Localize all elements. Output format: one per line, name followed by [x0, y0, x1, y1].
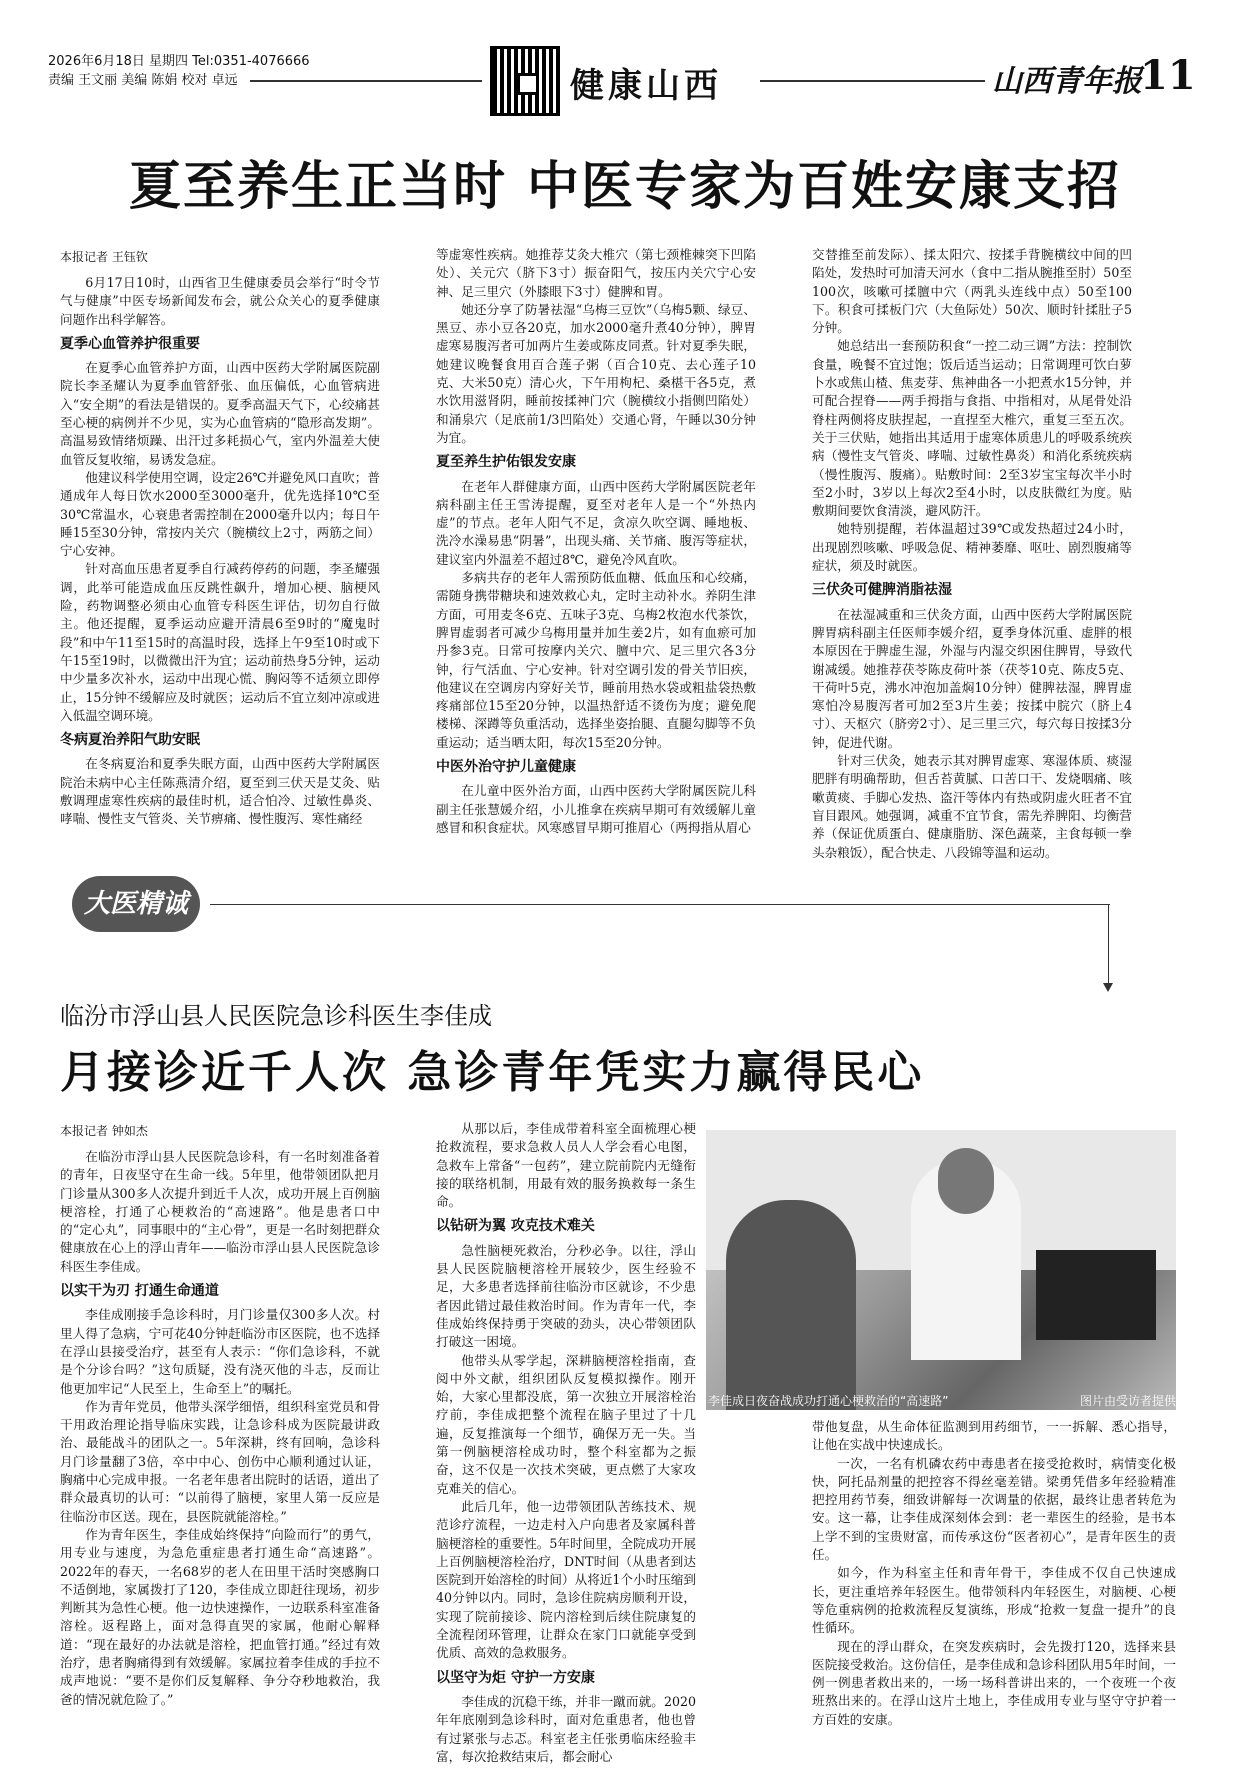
paragraph: 李佳成的沉稳干练，并非一蹴而就。2020年年底刚到急诊科时，面对危重患者，他也曾有过紧张与忐忑。科室老主任张勇临床经验丰富，每次抢救结束后，都会耐心 — [436, 1693, 696, 1764]
header-rule-left — [250, 80, 482, 82]
paragraph: 在儿童中医外治方面，山西中医药大学附属医院儿科副主任张慧媛介绍，小儿推拿在疾病早期可有效缓解儿童感冒和积食症状。风寒感冒早期可推眉心（两拇指从眉心 — [436, 783, 756, 835]
section-heading: 夏至养生护佑银发安康 — [436, 454, 576, 471]
paragraph: 6月17日10时，山西省卫生健康委员会举行“时令节气与健康”中医专场新闻发布会，就公众关心的夏季健康问题作出科学解答。 — [60, 275, 380, 327]
article1-column-1 — [60, 274, 380, 834]
feature-badge: 大医精诚 — [72, 876, 200, 932]
section-heading: 中医外治守护儿童健康 — [436, 759, 576, 776]
paragraph: 作为青年党员，他带头深学细悟，组织科室党员和骨干用政治理论指导临床实践，让急诊科成为医院最讲政治、最能战斗的团队之一。5年深耕，终有回响，急诊科月门诊量翻了3倍，卒中中心、创伤中心顺利通过认证，胸痛中心完成申报。一名老年患者出院时的话语，道出了群众最真切的认可：“以前得了脑梗，家里人第一反应是往临汾市区送。现在，县医院就能溶栓。” — [60, 1398, 380, 1524]
paragraph: 此后几年，他一边带领团队苦练技术、规范诊疗流程，一边走村入户向患者及家属科普脑梗溶栓的重要性。5年时间里，全院成功开展上百例脑梗溶栓治疗，DNT时间（从患者到达医院到开始溶栓的时间）从将近1个小时压缩到40分钟以内。同时，急诊住院病房顺利开设，实现了院前接诊、院内溶栓到后续住院康复的全流程闭环管理，让群众在家门口就能享受到优质、高效的急救服务。 — [436, 1498, 696, 1661]
paragraph: 他带头从零学起，深耕脑梗溶栓指南，查阅中外文献，组织团队反复模拟操作。刚开始，大家心里都没底，第一次独立开展溶栓治疗前，李佳成把整个流程在脑子里过了十几遍，反复推演每一个细节，确保万无一失。当第一例脑梗溶栓成功时，整个科室都为之振奋，这不仅是一次技术突破，更点燃了大家攻克难关的信心。 — [436, 1352, 696, 1496]
paragraph: 多病共存的老年人需预防低血糖、低血压和心绞痛，需随身携带糖块和速效救心丸，定时主动补水。养阴生津方面，可用麦冬6克、五味子3克、乌梅2枚泡水代茶饮，脾胃虚弱者可减少乌梅用量并加生姜2片，如有血瘀可加丹参3克。日常可按摩内关穴、膻中穴、足三里穴各3分钟，行气活血、宁心安神。针对空调引发的骨关节旧疾，他建议在空调房内穿好关节，睡前用热水袋或粗盐袋热敷疼痛部位15至20分钟，以温热舒适不烫伤为度；避免爬楼梯、深蹲等负重活动，选择坐姿抬腿、直腿勾脚等不负重运动；适当晒太阳，每次15至20分钟。 — [436, 570, 756, 750]
paragraph: 带他复盘，从生命体征监测到用药细节，一一拆解、悉心指导，让他在实战中快速成长。 — [812, 1419, 1176, 1453]
section-name: 健康山西 — [570, 66, 722, 106]
date-line: 2026年6月18日 星期四 Tel:0351-4076666 — [48, 54, 310, 69]
feature-kicker: 临汾市浮山县人民医院急诊科医生李佳成 — [60, 1002, 492, 1030]
paragraph: 现在的浮山群众，在突发疾病时，会先拨打120，选择来县医院接受救治。这份信任，是李佳成和急诊科团队用5年时间，一例一例患者救出来的，一场一场科普讲出来的，一个夜班一个夜班熬出来的。在浮山这片土地上，李佳成用专业与坚守守护着一方百姓的安康。 — [812, 1638, 1176, 1727]
doctor-photo — [706, 1130, 1176, 1410]
feature-rule — [210, 904, 1110, 905]
section-heading: 冬病夏治养阳气助安眠 — [60, 732, 200, 749]
section-heading: 三伏灸可健脾消脂祛湿 — [812, 582, 952, 599]
photo-patient — [726, 1200, 856, 1410]
paragraph: 针对高血压患者夏季自行减药停药的问题，李圣耀强调，此举可能造成血压反跳性飙升，增加心梗、脑梗风险，药物调整必须由心血管专科医生评估，切勿自行做主。他还提醒，夏季运动应避开清晨6至9时的“魔鬼时段”和中午11至15时的高温时段，选择上午9至10时或下午15至19时，以微微出汗为宜；运动前热身5分钟，运动中少量多次补水，运动中出现心慌、胸闷等不适须立即停止，15分钟不缓解应及时就医；运动后不宜立刻冲凉或进入低温空调环境。 — [60, 561, 380, 723]
article1-column-2 — [436, 246, 756, 834]
article1-column-3 — [812, 246, 1132, 860]
article2-column-3 — [812, 1418, 1176, 1758]
feature-headline: 月接诊近千人次 急诊青年凭实力赢得民心 — [60, 1047, 925, 1098]
paper-logo: 山西青年报 — [992, 64, 1142, 99]
header-rule-right — [760, 80, 985, 82]
paragraph: 急性脑梗死救治，分秒必争。以往，浮山县人民医院脑梗溶栓开展较少，医生经验不足，大多患者选择前往临汾市区就诊，不少患者因此错过最佳救治时间。作为青年一代，李佳成始终保持勇于突破的劲头，决心带领团队打破这一困境。 — [436, 1242, 696, 1350]
paragraph: 在冬病夏治和夏季失眠方面，山西中医药大学附属医院治未病中心主任陈燕清介绍，夏至到三伏天是艾灸、贴敷调理虚寒性疾病的最佳时机，适合怕冷、过敏性鼻炎、哮喘、慢性支气管炎、关节痹痛、慢性腹泻、寒性痛经 — [60, 756, 380, 827]
paragraph: 她还分享了防暑祛湿“乌梅三豆饮”（乌梅5颗、绿豆、黑豆、赤小豆各20克，加水2000毫升煮40分钟），脾胃虚寒易腹泻者可加两片生姜或陈皮同煮。针对夏季失眠，她建议晚餐食用百合莲子粥（百合10克、去心莲子10克、大米50克）清心火，下午用枸杞、桑椹干各5克，煮水饮用滋肾阴，睡前按揉神门穴（腕横纹小指侧凹陷处）和涌泉穴（足底前1/3凹陷处）交通心肾，午睡以30分钟为宜。 — [436, 301, 756, 445]
paragraph: 从那以后，李佳成带着科室全面梳理心梗抢救流程，要求急救人员人人学会看心电图，急救车上常备“一包药”，建立院前院内无缝衔接的联络机制，用最有效的服务换救每一条生命。 — [436, 1121, 696, 1210]
photo-caption-text: 李佳成日夜奋战成功打通心梗救治的“高速路” — [708, 1394, 949, 1408]
paragraph: 李佳成刚接手急诊科时，月门诊量仅300多人次。村里人得了急病，宁可花40分钟赶临汾市区医院，也不选择在浮山县接受治疗，甚至有人表示：“你们急诊科，不就是个分诊台吗？”这句质疑，没有浇灭他的斗志，反而让他更加牢记“人民至上，生命至上”的嘱托。 — [60, 1307, 380, 1396]
paragraph: 她特别提醒，若体温超过39℃或发热超过24小时，出现剧烈咳嗽、呼吸急促、精神萎靡、呕吐、剧烈腹痛等症状，须及时就医。 — [812, 521, 1132, 574]
paragraph: 如今，作为科室主任和青年骨干，李佳成不仅自己快速成长，更注重培养年轻医生。他带领科内年轻医生，对脑梗、心梗等危重病例的抢救流程反复演练，形成“抢救一复盘一提升”的良性循环。 — [812, 1565, 1176, 1636]
photo-doctor-head — [938, 1148, 994, 1214]
article2-column-1 — [60, 1148, 380, 1758]
section-heading: 以钻研为翼 攻克技术难关 — [436, 1218, 595, 1235]
article2-reporter: 本报记者 钟如杰 — [60, 1124, 148, 1138]
article1-headline: 夏至养生正当时 中医专家为百姓安康支招 — [128, 157, 1122, 217]
paragraph: 他建议科学使用空调，设定26℃并避免风口直吹；普通成年人每日饮水2000至3000毫升，优先选择10℃至30℃常温水，心衰患者需控制在2000毫升以内；每日午睡15至30分钟，常按内关穴（腕横纹上2寸，两筋之间）宁心安神。 — [60, 469, 380, 559]
section-heading: 以坚守为炬 守护一方安康 — [436, 1669, 595, 1686]
paragraph: 等虚寒性疾病。她推荐艾灸大椎穴（第七颈椎棘突下凹陷处）、关元穴（脐下3寸）振奋阳气，按压内关穴宁心安神、足三里穴（外膝眼下3寸）健脾和胃。 — [436, 247, 756, 299]
paragraph: 在夏季心血管养护方面，山西中医药大学附属医院副院长李圣耀认为夏季血管舒张、血压偏低，心血管病进入“安全期”的看法是错误的。夏季高温天气下，心绞痛甚至心梗的病例并不少见，实为心血管病的“隐形高发期”。高温易致情绪烦躁、出汗过多耗损心气，室内外温差大使血管反复收缩，易诱发急症。 — [60, 360, 380, 467]
paragraph: 在祛湿减重和三伏灸方面，山西中医药大学附属医院脾胃病科副主任医师李媛介绍，夏季身体沉重、虚胖的根本原因在于脾虚生湿，外湿与内湿交织困住脾胃，导致代谢减缓。她推荐茯苓陈皮荷叶茶（茯苓10克、陈皮5克、干荷叶5克，沸水冲泡加盖焖10分钟）健脾祛湿，脾胃虚寒怕冷易腹泻者可加2至3片生姜；按揉中脘穴（脐上4寸）、天枢穴（脐旁2寸）、足三里三穴，每穴每日按揉3分钟，促进代谢。 — [812, 606, 1132, 750]
paragraph: 她总结出一套预防积食“一控二动三调”方法：控制饮食量，晚餐不宜过饱；饭后适当运动；日常调理可饮白萝卜水或焦山楂、焦麦芽、焦神曲各一小把煮水15分钟，并可配合捏脊——两手拇指与食指、中指相对，从尾骨处沿脊柱两侧将皮肤捏起，一直捏至大椎穴，重复三至五次。关于三伏贴，她指出其适用于虚寒体质患儿的呼吸系统疾病（慢性支气管炎、哮喘、过敏性鼻炎）和消化系统疾病（慢性腹泻、腹痛）。贴敷时间：2至3岁宝宝每次半小时至2小时，3岁以上每次2至4小时，以皮肤微红为度。贴敷期间要饮食清淡，避风防汗。 — [812, 338, 1132, 519]
paragraph: 在老年人群健康方面，山西中医药大学附属医院老年病科副主任王雪涛提醒，夏至对老年人是一个“外热内虚”的节点。老年人阳气不足，贪凉久吹空调、睡地板、洗冷水澡易患“阴暑”，出现头痛、关节痛、腹泻等症状，建议室内外温差不超过8℃，避免冷风直吹。 — [436, 478, 756, 567]
paragraph: 在临汾市浮山县人民医院急诊科，有一名时刻准备着的青年，日夜坚守在生命一线。5年里，他带领团队把月门诊量从300多人次提升到近千人次，成功开展上百例脑梗溶栓，打通了心梗救治的“高速路”。他是患者口中的“定心丸”，同事眼中的“主心骨”，更是一名时刻把群众健康放在心上的浮山青年——临汾市浮山县人民医院急诊科医生李佳成。 — [60, 1149, 380, 1274]
paragraph: 针对三伏灸，她表示其对脾胃虚寒、寒湿体质、痰湿肥胖有明确帮助，但舌苔黄腻、口苦口干、发烧咽痛、咳嗽黄痰、手脚心发热、盗汗等体内有热或阴虚火旺者不宜盲目跟风。她强调，减重不宜节食，需先养脾阳、均衡营养（保证优质蛋白、健康脂肪、深色蔬菜，主食每顿一拳头杂粮饭），配合快走、八段锦等温和运动。 — [812, 753, 1132, 860]
paragraph: 交替推至前发际）、揉太阳穴、按揉手背腕横纹中间的凹陷处，发热时可加清天河水（食中二指从腕推至肘）50至100次，咳嗽可揉膻中穴（两乳头连线中点）50至100下。积食可揉板门穴（大鱼际处）50次、顺时针揉肚子5分钟。 — [812, 247, 1132, 336]
section-heading: 夏季心血管养护很重要 — [60, 335, 200, 352]
masthead-info — [48, 52, 310, 90]
paragraph: 一次，一名有机磷农药中毒患者在接受抢救时，病情变化极快，阿托品剂量的把控容不得丝毫差错。梁勇凭借多年经验精准把控用药节奏，细致讲解每一次调量的依据，最终让患者转危为安。这一幕，让李佳成深刻体会到：老一辈医生的经验，是书本上学不到的宝贵财富，而传承这份“医者初心”，是青年医生的责任。 — [812, 1455, 1176, 1563]
editors-line: 责编 王文丽 美编 陈娟 校对 卓远 — [48, 73, 238, 88]
page-number: 11 — [1140, 52, 1196, 99]
arrow-down-icon — [1108, 904, 1109, 984]
article1-reporter: 本报记者 王钰钦 — [60, 250, 148, 264]
article2-column-2 — [436, 1120, 696, 1764]
section-heading: 以实干为刃 打通生命通道 — [60, 1283, 219, 1300]
photo-credit: 图片由受访者提供 — [1079, 1394, 1176, 1408]
paragraph: 作为青年医生，李佳成始终保持“向险而行”的勇气，用专业与速度，为急危重症患者打通生命“高速路”。2022年的春天，一名68岁的老人在田里干活时突感胸口不适倒地，家属拨打了120，李佳成立即赶往现场，初步判断其为急性心梗。他一边快速操作，一边联系科室准备溶栓。返程路上，面对急得直哭的家属，他耐心解释道：“现在最好的办法就是溶栓，把血管打通。”经过有效治疗，患者胸痛得到有效缓解。家属拉着李佳成的手拉不成声地说：“要不是你们反复解释、争分夺秒地救治，我爸的情况就危险了。” — [60, 1526, 380, 1707]
qr-code-icon — [490, 46, 560, 116]
photo-monitor — [1036, 1250, 1156, 1340]
photo-caption — [708, 1392, 1176, 1409]
